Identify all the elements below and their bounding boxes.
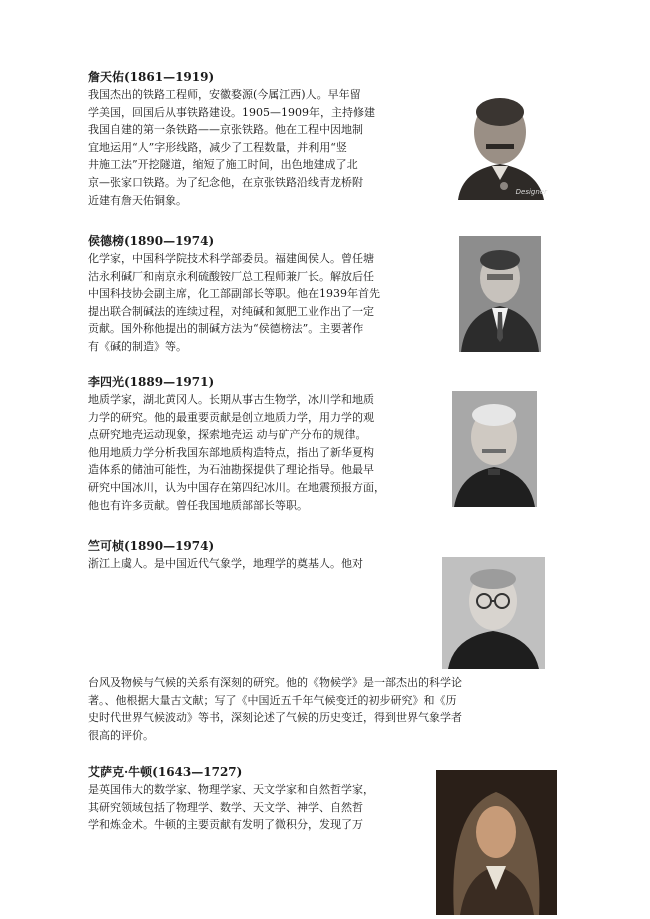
entry-line: 贡献。国外称他提出的制碱方法为“侯德榜法”。主要著作 [88, 322, 364, 336]
entry-line: 著。、他根据大量古文献；写了《中国近五千年气候变迁的初步研究》和《历 [88, 693, 457, 707]
portrait-hou-debang [459, 236, 541, 352]
entry-line: 中国科技协会副主席，化工部副部长等职。他在1939年首先 [88, 287, 380, 301]
entry-zhu-kezhen [88, 538, 363, 573]
portrait-zhu-kezhen [442, 557, 545, 669]
entry-line: 他也有许多贡献。曾任我国地质部部长等职。 [88, 498, 308, 512]
entry-line: 沽永利碱厂和南京永利硫酸铵厂总工程师兼厂长。解放后任 [88, 269, 374, 283]
portrait-zhan-tianyou: Designer [448, 82, 553, 200]
entry-heading: 李四光(1889—1971) [88, 375, 215, 389]
entry-line: 京—张家口铁路。为了纪念他，在京张铁路沿线青龙桥附 [88, 175, 363, 189]
entry-heading: 艾萨克·牛顿(1643—1727) [88, 765, 243, 779]
entry-line: 造体系的储油可能性，为石油勘探提供了理论指导。他最早 [88, 463, 374, 477]
entry-line: 研究中国冰川，认为中国存在第四纪冰川。在地震预报方面， [88, 480, 385, 494]
entry-line: 其研究领域包括了物理学、数学、天文学、神学、自然哲 [88, 800, 363, 814]
entry-line: 是英国伟大的数学家、物理学家、天文学家和自然哲学家， [88, 783, 374, 796]
entry-line: 很高的评价。 [88, 728, 154, 742]
portrait-li-siguang [452, 391, 537, 507]
entry-line: 台风及物候与气候的关系有深刻的研究。他的《物候学》是一部杰出的科学论 [88, 676, 462, 689]
entry-hou-debang [88, 233, 380, 356]
entry-heading: 竺可桢(1890—1974) [88, 539, 215, 553]
entry-heading: 詹天佑(1861—1919) [88, 70, 215, 84]
entry-line: 有《碱的制造》等。 [88, 339, 187, 353]
entry-line: 提出联合制碱法的连续过程，对纯碱和氮肥工业作出了一定 [88, 304, 374, 318]
entry-zhu-kezhen-continued [88, 674, 462, 744]
entry-zhan-tianyou [88, 69, 375, 209]
entry-line: 我国杰出的铁路工程师，安徽婺源(今属江西)人。早年留 [88, 88, 361, 101]
entry-line: 浙江上虞人。是中国近代气象学，地理学的奠基人。他对 [88, 557, 363, 570]
entry-line: 地质学家，湖北黄冈人。长期从事古生物学，冰川学和地质 [88, 393, 374, 406]
entry-line: 点研究地壳运动现象，探索地壳运 动与矿产分布的规律。 [88, 428, 367, 442]
entry-line: 宜地运用“人”字形线路，减少了工程数量，并利用“竖 [88, 140, 347, 154]
entry-line: 近建有詹天佑铜象。 [88, 193, 187, 207]
entry-line: 我国自建的第一条铁路——京张铁路。他在工程中因地制 [88, 123, 363, 137]
entry-heading: 侯德榜(1890—1974) [88, 234, 215, 248]
entry-line: 史时代世界气候波动》等书，深刻论述了气候的历史变迁，得到世界气象学者 [88, 711, 462, 725]
entry-line: 学美国，回国后从事铁路建设。1905—1909年，主持修建 [88, 105, 375, 119]
entry-line: 学和炼金术。牛顿的主要贡献有发明了微积分，发现了万 [88, 818, 363, 832]
entry-isaac-newton [88, 764, 374, 834]
entry-line: 井施工法”开挖隧道，缩短了施工时间，出色地建成了北 [88, 158, 358, 172]
entry-li-siguang [88, 374, 385, 514]
entry-line: 他用地质力学分析我国东部地质构造特点，指出了新华夏构 [88, 445, 374, 459]
entry-line: 化学家，中国科学院技术科学部委员。福建闽侯人。曾任塘 [88, 252, 374, 265]
entry-line: 力学的研究。他的最重要贡献是创立地质力学，用力学的观 [88, 410, 374, 424]
portrait-isaac-newton [436, 770, 557, 915]
